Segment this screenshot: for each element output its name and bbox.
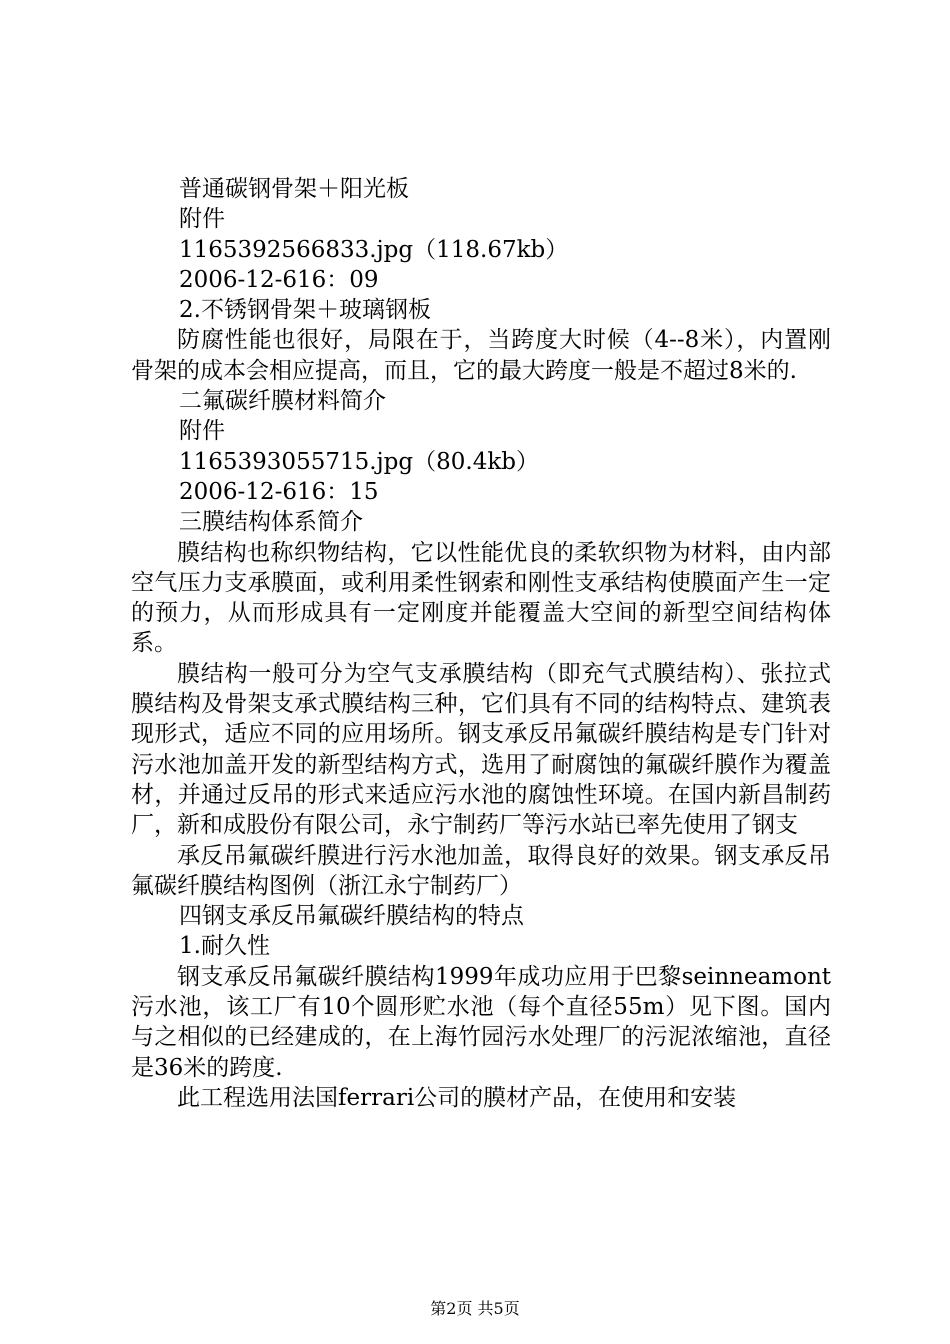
section-heading: 二氟碳纤膜材料简介 [179,388,386,415]
paragraph: 防腐性能也很好，局限在于，当跨度大时候（4--8米），内置刚骨架的成本会相应提高，而且，它的最大跨度一般是不超过8米的. [131,327,831,384]
page-footer: 第2页 共5页 [430,1299,520,1318]
subsection-heading: 1.耐久性 [179,933,270,960]
paragraph: 此工程选用法国ferrari公司的膜材产品，在使用和安装 [177,1084,737,1111]
section-heading: 三膜结构体系简介 [179,509,363,536]
section-heading: 2.不锈钢骨架＋玻璃钢板 [179,297,431,324]
section-heading: 四钢支承反吊氟碳纤膜结构的特点 [179,903,524,930]
section-heading: 普通碳钢骨架＋阳光板 [179,176,409,202]
paragraph: 钢支承反吊氟碳纤膜结构1999年成功应用于巴黎seinneamont污水池，该工厂有10个圆形贮水池（每个直径55m）见下图。国内与之相似的已经建成的，在上海竹园污水处理厂的污泥浓缩池，直径是36米的跨度. [131,963,831,1081]
attachment-timestamp: 2006-12-616：15 [179,478,379,505]
paragraph: 承反吊氟碳纤膜进行污水池加盖，取得良好的效果。钢支承反吊氟碳纤膜结构图例（浙江永宁制药厂） [131,842,831,899]
document-body [131,174,831,1113]
attachment-timestamp: 2006-12-616：09 [179,266,379,293]
paragraph: 膜结构也称织物结构，它以性能优良的柔软织物为材料，由内部空气压力支承膜面，或利用柔性钢索和刚性支承结构使膜面产生一定的预力，从而形成具有一定刚度并能覆盖大空间的新型空间结构体系。 [131,539,831,657]
attachment-label: 附件 [179,418,225,445]
paragraph: 膜结构一般可分为空气支承膜结构（即充气式膜结构）、张拉式膜结构及骨架支承式膜结构三种，它们具有不同的结构特点、建筑表现形式，适应不同的应用场所。钢支承反吊氟碳纤膜结构是专门针对污水池加盖开发的新型结构方式，选用了耐腐蚀的氟碳纤膜作为覆盖材，并通过反吊的形式来适应污水池的腐蚀性环境。在国内新昌制药厂，新和成股份有限公司，永宁制药厂等污水站已率先使用了钢支 [131,660,831,839]
attachment-filename: 1165393055715.jpg（80.4kb） [179,448,539,475]
attachment-filename: 1165392566833.jpg（118.67kb） [179,236,569,263]
attachment-label: 附件 [179,206,225,233]
